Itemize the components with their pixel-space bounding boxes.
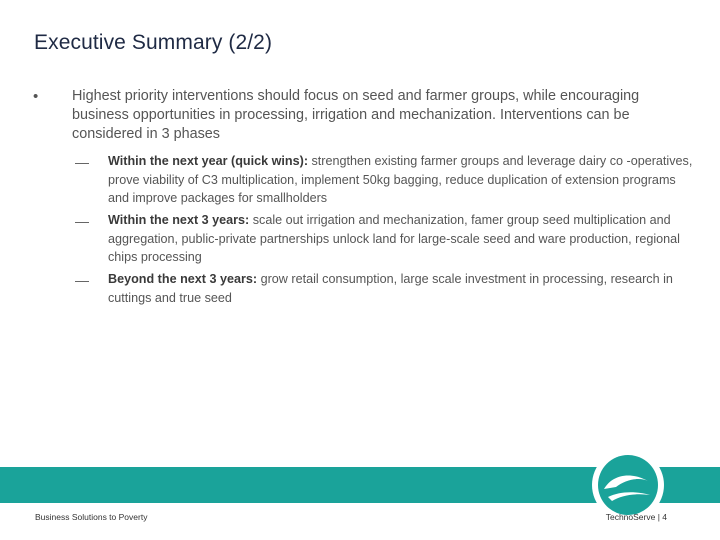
sub-bullet-3-heading: Beyond the next 3 years: — [108, 272, 258, 286]
sub-bullet-1-text: strengthen existing farmer groups and leverage dairy co -operatives, prove viability of C3 multiplication, implement 50kg bagging, reduce duplication of extension programs and improve packages for smallholders — [108, 154, 693, 205]
main-bullet-text: Highest priority interventions should focus on seed and farmer groups, while encouraging business opportunities in processing, irrigation and mechanization. Interventions can be considered in 3 phases — [72, 88, 640, 142]
dash-icon — [75, 222, 89, 223]
bullet-icon: • — [33, 88, 39, 105]
footer-page-label: TechnoServe | 4 — [605, 512, 667, 522]
sub-bullet-1 — [108, 152, 693, 208]
sub-bullet-2 — [108, 211, 693, 267]
dash-icon — [75, 163, 89, 164]
sub-bullet-3 — [108, 270, 693, 307]
sub-bullet-2-text: scale out irrigation and mechanization, famer group seed multiplication and aggregation, public-private partnerships unlock land for large-scale seed and ware production, regional chips processing — [108, 213, 680, 264]
sub-bullet-2-heading: Within the next 3 years: — [108, 213, 250, 227]
sub-bullet-3-text: grow retail consumption, large scale investment in processing, research in cuttings and true seed — [108, 272, 673, 305]
slide-title: Executive Summary (2/2) — [34, 31, 273, 54]
sub-bullet-1-heading: Within the next year (quick wins): — [108, 154, 309, 168]
footer-left-text: Business Solutions to Poverty — [35, 512, 148, 522]
dash-icon — [75, 281, 89, 282]
